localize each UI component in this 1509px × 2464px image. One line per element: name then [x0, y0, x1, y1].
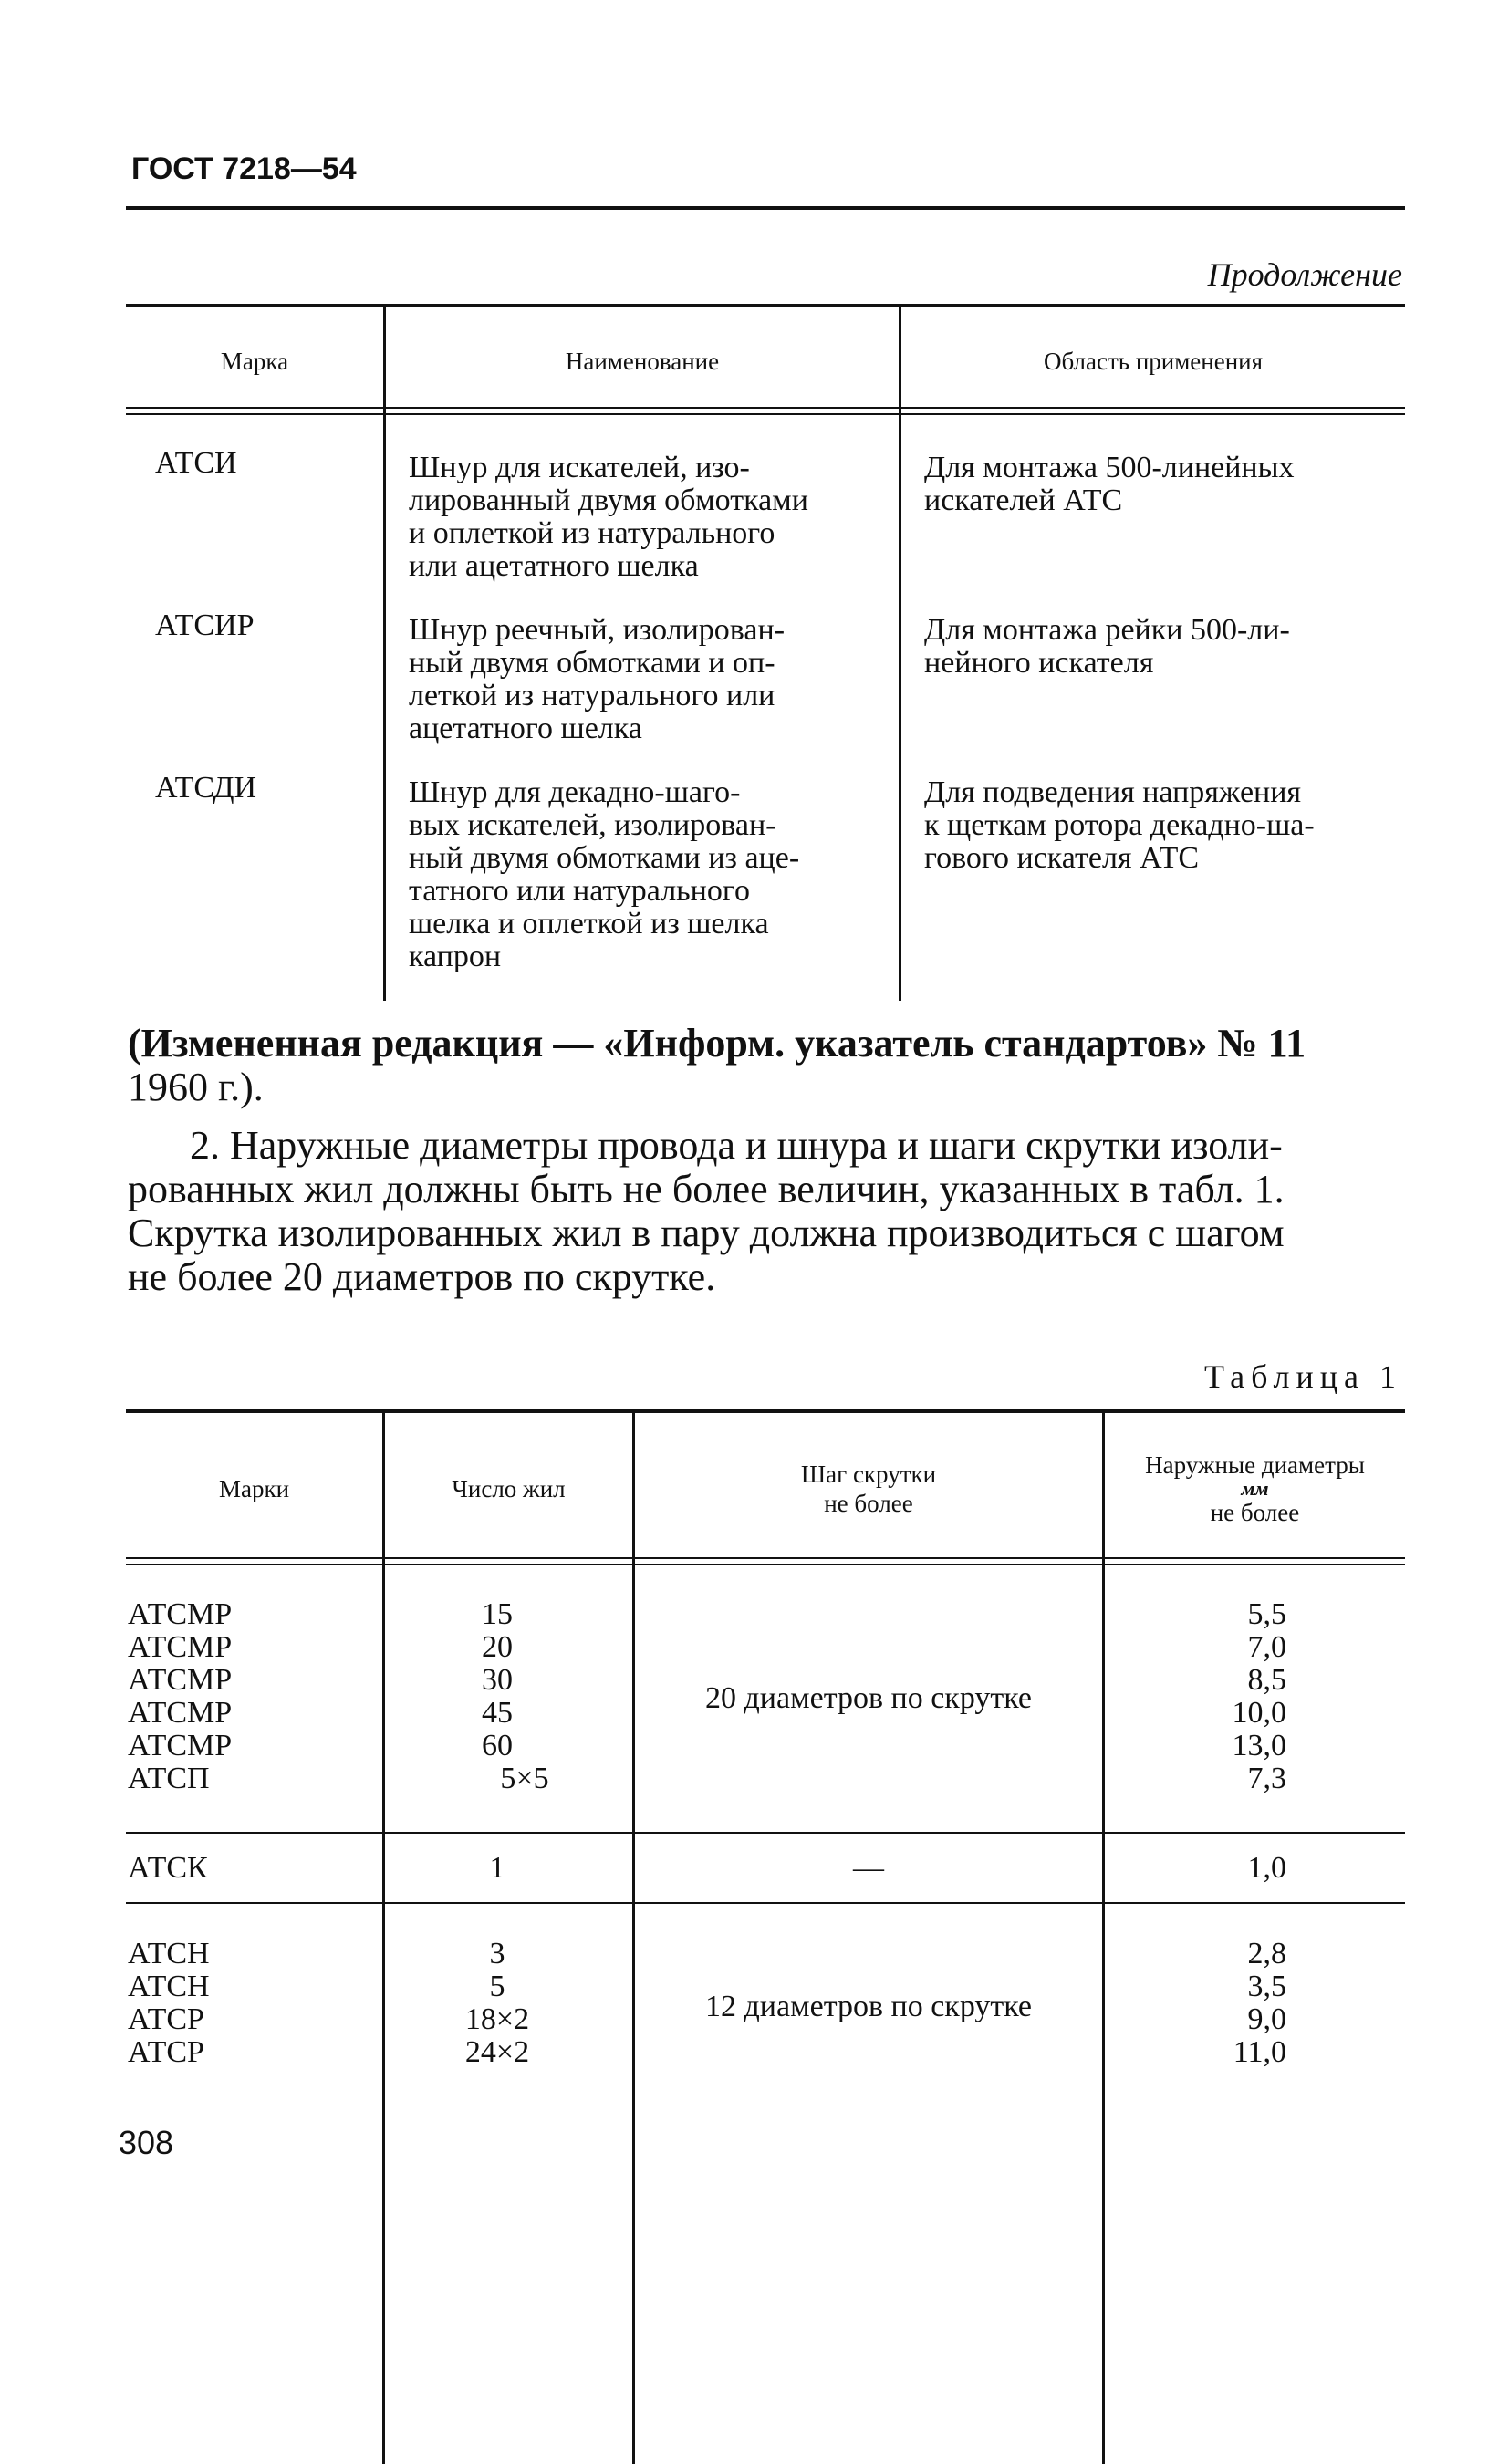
group-rule — [126, 1902, 1405, 1904]
column-header: Марка — [220, 348, 289, 375]
step-cell: — — [853, 1851, 884, 1885]
cell-line: ацетатного шелка — [409, 712, 642, 745]
column-header: Область применения — [1043, 348, 1264, 375]
name-cell — [409, 614, 869, 745]
para-line: рованных жил должны быть не более величин, указанных в табл. 1. — [128, 1167, 1285, 1211]
group-rule — [126, 1832, 1405, 1834]
cell-line: Шнур реечный, изолирован- — [409, 613, 786, 647]
col-divider — [1102, 1413, 1105, 2464]
header-line: не более — [1210, 1499, 1300, 1526]
name-cell — [409, 452, 869, 583]
header-rule — [126, 206, 1405, 210]
page-number: 308 — [119, 2124, 174, 2161]
header-double-rule — [126, 407, 1405, 409]
continuation-label: Продолжение — [1207, 256, 1402, 293]
cell-line: шелка и оплеткой из шелка — [409, 907, 769, 941]
table-cell: 7,0 — [1247, 1630, 1286, 1664]
table-cell: 24×2 — [464, 2035, 530, 2069]
column-header: Наименование — [565, 348, 720, 375]
table-row: АТСК — [128, 1851, 208, 1885]
cell-line: Шнур для искателей, изо- — [409, 451, 750, 484]
cell-line: к щеткам ротора декадно-ша- — [924, 808, 1315, 842]
table-cell: 15 — [482, 1597, 513, 1631]
table-row: АТСР — [128, 2002, 204, 2036]
area-cell — [924, 452, 1405, 517]
mark-cell: АТСИР — [155, 608, 255, 642]
cell-line: вых искателей, изолирован- — [409, 808, 776, 842]
header-double-rule — [126, 1557, 1405, 1559]
header-line: не более — [824, 1490, 913, 1517]
cell-line: ный двумя обмотками из аце- — [409, 841, 800, 875]
cell-line: или ацетатного шелка — [409, 549, 699, 583]
para-line: 2. Наружные диаметры провода и шнура и шаги скрутки изоли- — [190, 1123, 1283, 1168]
cell-line: леткой из натурального или — [409, 679, 775, 712]
cell-line: гового искателя АТС — [924, 841, 1200, 875]
table-cell: 3,5 — [1247, 1970, 1286, 2003]
column-header-diam — [1105, 1450, 1405, 1527]
area-cell — [924, 776, 1405, 875]
cell-line: и оплеткой из натурального — [409, 516, 775, 550]
table-row: АТСМР — [128, 1663, 233, 1697]
table-cell: 5×5 — [500, 1762, 549, 1795]
mark-cell: АТСДИ — [155, 771, 257, 805]
table-row: АТСМР — [128, 1597, 233, 1631]
cell-line: нейного искателя — [924, 646, 1154, 680]
cell-line: искателей АТС — [924, 483, 1123, 517]
header-line: Наружные диаметры — [1145, 1451, 1365, 1479]
column-header-cores: Число жил — [452, 1475, 566, 1502]
cell-line: ный двумя обмотками и оп- — [409, 646, 775, 680]
paragraph-2 — [128, 1124, 1407, 1299]
table-row: АТСР — [128, 2035, 204, 2069]
table-cell: 9,0 — [1247, 2002, 1286, 2036]
header-line: мм — [1241, 1477, 1269, 1500]
note-line: (Измененная редакция — «Информ. указатель стандартов» № 11 — [128, 1021, 1306, 1066]
table-cell: 10,0 — [1232, 1696, 1286, 1730]
table-cell: 2,8 — [1247, 1937, 1286, 1970]
header-line: Шаг скрутки — [800, 1461, 937, 1488]
table-cell: 1,0 — [1247, 1851, 1286, 1885]
table-row: АТСН — [128, 1937, 210, 1970]
para-line: Скрутка изолированных жил в пару должна производиться с шагом — [128, 1211, 1285, 1255]
step-cell: 20 диаметров по скрутке — [705, 1681, 1032, 1715]
table-row: АТСМР — [128, 1696, 233, 1730]
table-caption: Таблица 1 — [1204, 1358, 1402, 1395]
table-cell: 45 — [482, 1696, 513, 1730]
table-row: АТСП — [128, 1762, 210, 1795]
table-row: АТСМР — [128, 1729, 233, 1762]
table-cell: 3 — [489, 1937, 505, 1970]
cell-line: Для подведения напряжения — [924, 775, 1302, 809]
col-divider — [382, 1413, 385, 2464]
col-divider — [383, 307, 386, 1001]
marks-group — [128, 1938, 374, 2069]
cores-group — [429, 1938, 566, 2069]
column-header-step — [635, 1460, 1102, 1518]
table-cell: 11,0 — [1233, 2035, 1286, 2069]
header-double-rule — [126, 1564, 1405, 1565]
table-cell: 5,5 — [1247, 1597, 1286, 1631]
cell-line: капрон — [409, 940, 502, 973]
name-cell — [409, 776, 869, 973]
column-header-marks: Марки — [218, 1475, 290, 1502]
step-cell: 12 диаметров по скрутке — [705, 1990, 1032, 2023]
diam-group — [1113, 1938, 1286, 2069]
cell-line: Шнур для декадно-шаго- — [409, 775, 741, 809]
table-cell: 30 — [482, 1663, 513, 1697]
cell-line: татного или натурального — [409, 874, 750, 908]
para-line: не более 20 диаметров по скрутке. — [128, 1254, 716, 1299]
cores-group — [429, 1598, 566, 1795]
table-top-rule — [126, 304, 1405, 307]
note-line: 1960 г.). — [128, 1065, 264, 1109]
cell-line: лированный двумя обмотками — [409, 483, 808, 517]
col-divider — [632, 1413, 635, 2464]
mark-cell: АТСИ — [155, 446, 237, 480]
cell-line: Для монтажа 500-линейных — [924, 451, 1295, 484]
table-row: АТСМР — [128, 1630, 233, 1664]
table-cell: 8,5 — [1247, 1663, 1286, 1697]
col-divider — [899, 307, 901, 1001]
amendment-note — [128, 1022, 1407, 1109]
cell-line: Для монтажа рейки 500-ли- — [924, 613, 1290, 647]
table-row: АТСН — [128, 1970, 210, 2003]
marks-group — [128, 1598, 374, 1795]
document-id: ГОСТ 7218—54 — [131, 151, 357, 186]
table-cell: 1 — [489, 1851, 505, 1885]
area-cell — [924, 614, 1405, 680]
diam-group — [1113, 1598, 1286, 1795]
table-cell: 7,3 — [1247, 1762, 1286, 1795]
table-cell: 13,0 — [1232, 1729, 1286, 1762]
table-cell: 18×2 — [464, 2002, 530, 2036]
table-top-rule — [126, 1409, 1405, 1413]
header-double-rule — [126, 413, 1405, 415]
table-cell: 60 — [482, 1729, 513, 1762]
table-cell: 20 — [482, 1630, 513, 1664]
table-cell: 5 — [489, 1970, 505, 2003]
